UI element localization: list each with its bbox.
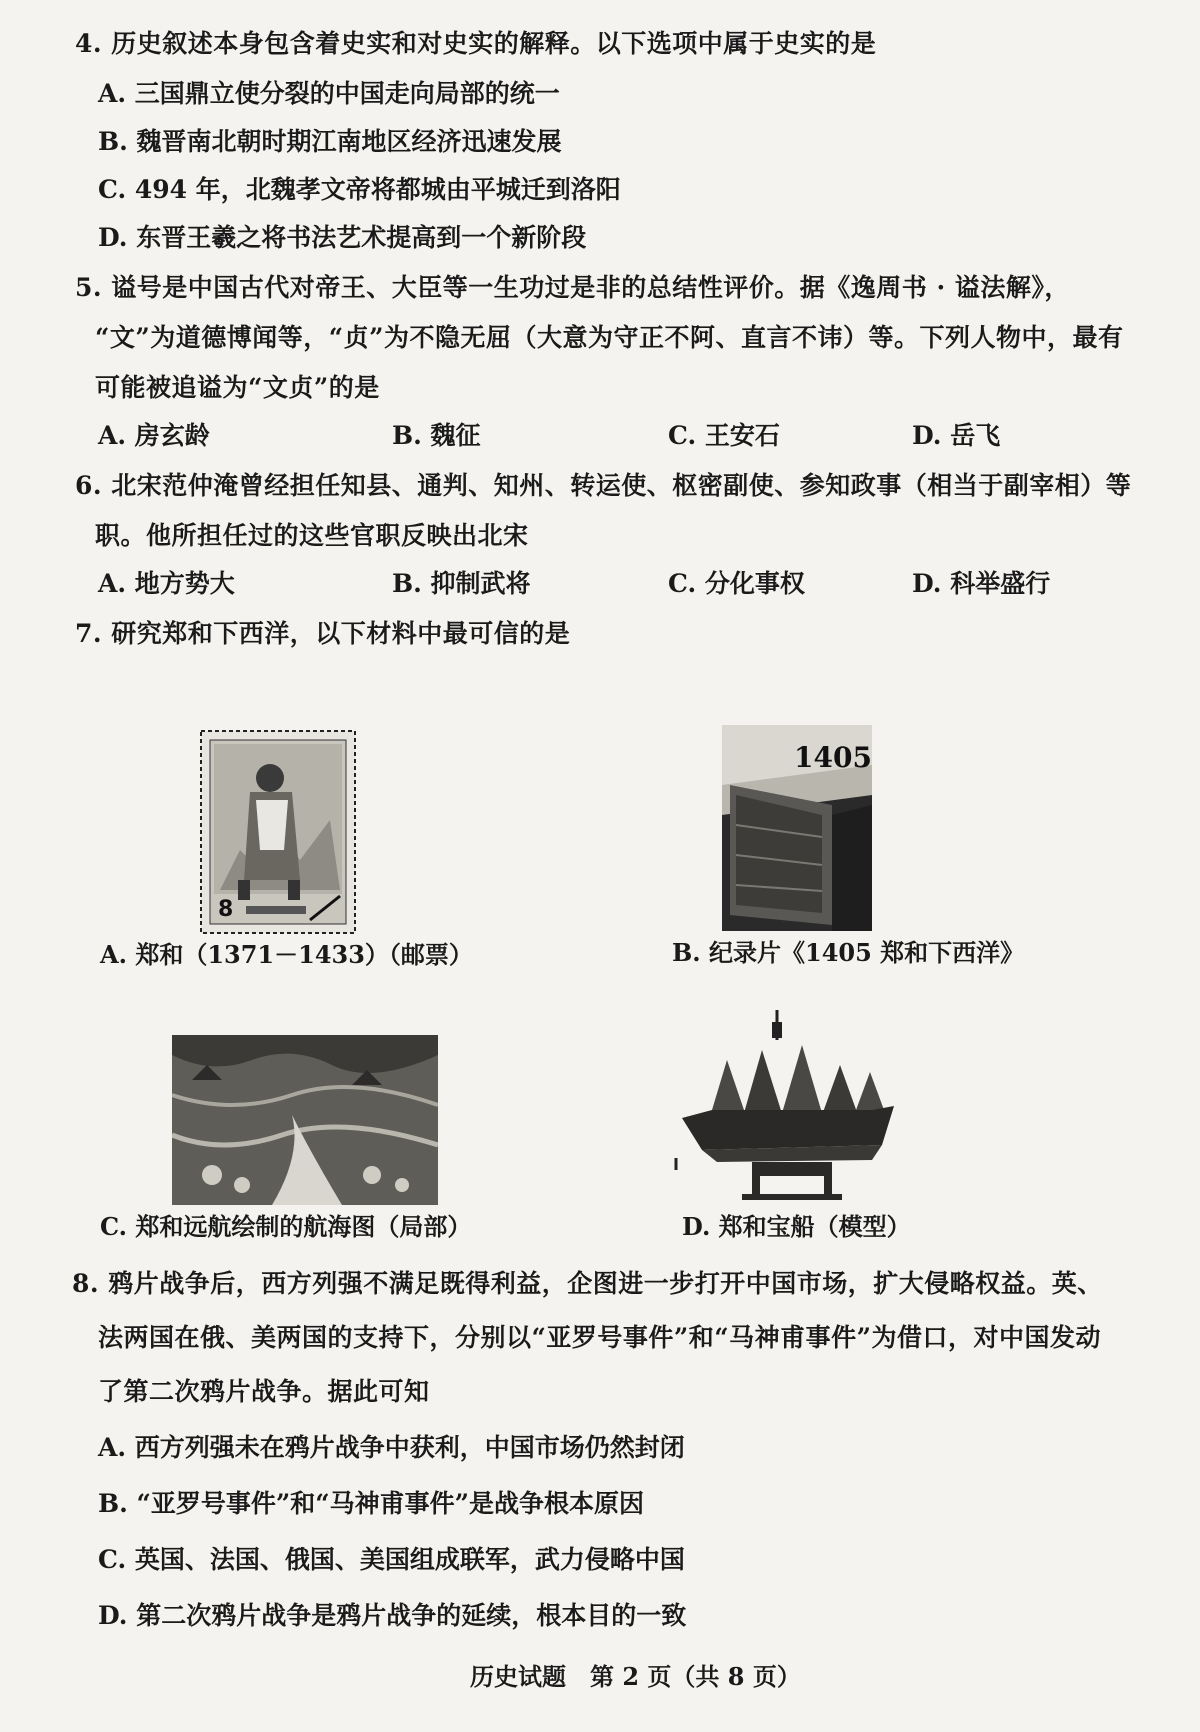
q6-option-a: A. 地方势大 [98,569,235,598]
treasure-ship-model-image [672,1010,902,1202]
q6-stem-line-1: 6. 北宋范仲淹曾经担任知县、通判、知州、转运使、枢密副使、参知政事（相当于副宰相）等 [75,471,1132,500]
stamp-value-text: 8 [218,897,234,922]
q8-option-a: A. 西方列强未在鸦片战争中获利，中国市场仍然封闭 [98,1433,685,1462]
q5-option-b: B. 魏征 [392,421,481,450]
poster-year-text: 1405 [794,741,872,774]
q8-stem-line-1: 8. 鸦片战争后，西方列强不满足既得利益，企图进一步打开中国市场，扩大侵略权益。英、 [72,1269,1103,1298]
q5-stem-line-2: “文”为道德博闻等，“贞”为不隐无屈（大意为守正不阿、直言不讳）等。下列人物中，最有 [95,323,1124,352]
q8-option-d: D. 第二次鸦片战争是鸦片战争的延续，根本目的一致 [98,1601,687,1630]
q6-option-d: D. 科举盛行 [912,569,1051,598]
q4-option-a: A. 三国鼎立使分裂的中国走向局部的统一 [98,79,560,108]
q6-stem-line-2: 职。他所担任过的这些官职反映出北宋 [95,521,529,550]
q7-caption-c: C. 郑和远航绘制的航海图（局部） [100,1212,472,1241]
q6-option-b: B. 抑制武将 [392,569,531,598]
q8-option-b: B. “亚罗号事件”和“马神甫事件”是战争根本原因 [98,1489,645,1518]
q4-stem: 4. 历史叙述本身包含着史实和对史实的解释。以下选项中属于史实的是 [75,29,877,58]
navigation-chart-image [172,1035,438,1205]
q7-caption-d: D. 郑和宝船（模型） [682,1212,911,1241]
q4-option-c: C. 494 年，北魏孝文帝将都城由平城迁到洛阳 [98,175,621,204]
q5-stem-line-3: 可能被追谥为“文贞”的是 [95,373,380,402]
q5-option-a: A. 房玄龄 [98,421,210,450]
q5-stem-line-1: 5. 谥号是中国古代对帝王、大臣等一生功过是非的总结性评价。据《逸周书 · 谥法解》， [75,273,1070,302]
q6-option-c: C. 分化事权 [668,569,805,598]
q4-option-d: D. 东晋王羲之将书法艺术提高到一个新阶段 [98,223,587,252]
documentary-poster-image [722,725,872,931]
q7-stem: 7. 研究郑和下西洋，以下材料中最可信的是 [75,619,571,648]
q7-caption-a: A. 郑和（1371－1433）（邮票） [100,940,473,969]
q8-option-c: C. 英国、法国、俄国、美国组成联军，武力侵略中国 [98,1545,685,1574]
page-footer: 历史试题 第 2 页（共 8 页） [470,1662,801,1691]
zhenghe-stamp-image [200,730,356,934]
q5-option-c: C. 王安石 [668,421,780,450]
q5-option-d: D. 岳飞 [912,421,1001,450]
q7-caption-b: B. 纪录片《1405 郑和下西洋》 [672,938,1025,967]
q8-stem-line-3: 了第二次鸦片战争。据此可知 [98,1377,430,1406]
q4-option-b: B. 魏晋南北朝时期江南地区经济迅速发展 [98,127,562,156]
q8-stem-line-2: 法两国在俄、美两国的支持下，分别以“亚罗号事件”和“马神甫事件”为借口，对中国发动 [98,1323,1102,1352]
